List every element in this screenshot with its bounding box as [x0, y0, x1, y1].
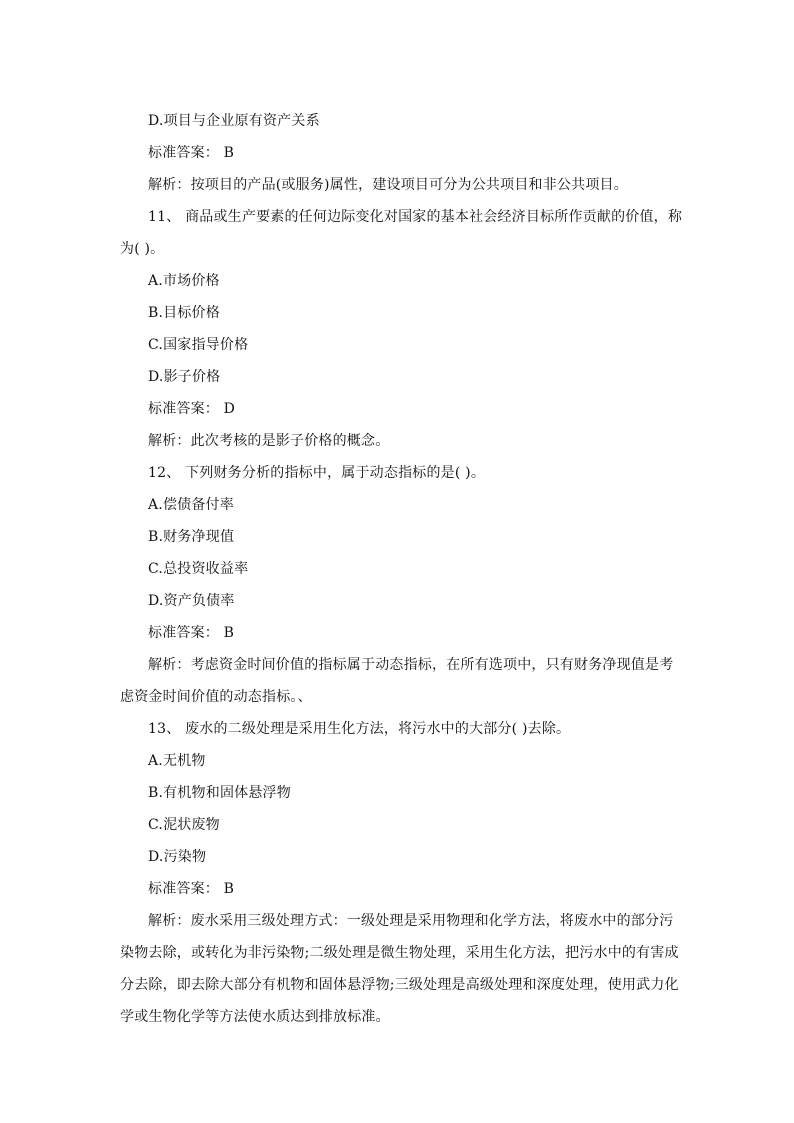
explanation-q13-line-3: 分去除，即去除大部分有机物和固体悬浮物;三级处理是高级处理和深度处理，使用武力化 — [120, 977, 679, 993]
explanation-q11: 解析：此次考核的是影子价格的概念。 — [148, 433, 390, 449]
option-b-q11: B.目标价格 — [148, 305, 220, 321]
option-d-q11: D.影子价格 — [148, 369, 221, 385]
answer-q11: 标准答案： D — [148, 401, 236, 417]
option-a-q12: A.偿债备付率 — [148, 497, 234, 513]
option-a-q13: A.无机物 — [148, 753, 206, 769]
explanation-q13-line-1: 解析：废水采用三级处理方式：一级处理是采用物理和化学方法，将废水中的部分污 — [148, 913, 674, 929]
answer-q10: 标准答案： B — [148, 145, 235, 161]
explanation-q12-line-2: 虑资金时间价值的动态指标。、 — [120, 689, 312, 705]
explanation-q10: 解析：按项目的产品(或服务)属性，建设项目可分为公共项目和非公共项目。 — [148, 177, 628, 193]
question-11-line-2: 为( )。 — [120, 241, 165, 257]
option-b-q13: B.有机物和固体悬浮物 — [148, 785, 291, 801]
question-12: 12、 下列财务分析的指标中，属于动态指标的是( )。 — [148, 465, 486, 481]
explanation-q12-line-1: 解析：考虑资金时间价值的指标属于动态指标，在所有选项中，只有财务净现值是考 — [148, 657, 674, 673]
explanation-q13-line-4: 学或生物化学等方法使水质达到排放标准。 — [120, 1009, 390, 1025]
answer-q12: 标准答案： B — [148, 625, 235, 641]
answer-q13: 标准答案： B — [148, 881, 235, 897]
question-13: 13、 废水的二级处理是采用生化方法，将污水中的大部分( )去除。 — [148, 721, 571, 737]
option-c-q11: C.国家指导价格 — [148, 337, 249, 353]
explanation-q13-line-2: 染物去除，或转化为非污染物;二级处理是微生物处理，采用生化方法，把污水中的有害成 — [120, 945, 679, 961]
option-c-q12: C.总投资收益率 — [148, 561, 249, 577]
option-d-q10: D.项目与企业原有资产关系 — [148, 113, 320, 129]
option-c-q13: C.泥状废物 — [148, 817, 220, 833]
option-b-q12: B.财务净现值 — [148, 529, 235, 545]
option-a-q11: A.市场价格 — [148, 273, 220, 289]
option-d-q12: D.资产负债率 — [148, 593, 235, 609]
question-11-line-1: 11、 商品或生产要素的任何边际变化对国家的基本社会经济目标所作贡献的价值，称 — [148, 209, 683, 225]
option-d-q13: D.污染物 — [148, 849, 207, 865]
